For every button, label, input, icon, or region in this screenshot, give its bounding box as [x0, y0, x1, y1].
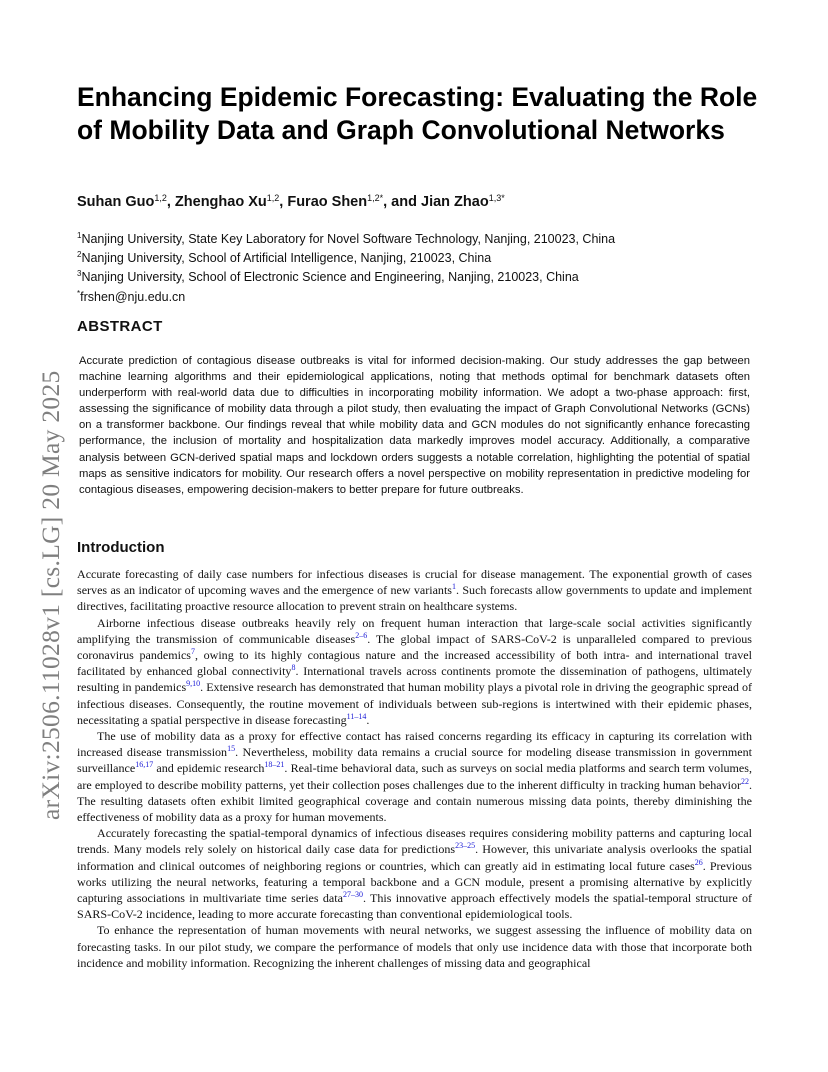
paper-title: Enhancing Epidemic Forecasting: Evaluating the Role of Mobility Data and Graph Convolutional Networks: [77, 82, 758, 145]
affiliation-text: Nanjing University, School of Artificial Intelligence, Nanjing, 210023, China: [81, 251, 492, 266]
citation-link[interactable]: 15: [227, 744, 236, 754]
paragraph-text: . Previous works utilizing the neural networks, featuring a temporal backbone and a GCN module, present a promising alternative by explicitly capturing associations in multivariate time series data: [77, 858, 752, 906]
intro-paragraph: [77, 615, 752, 728]
intro-paragraph: [77, 825, 752, 922]
affiliation-line: [77, 266, 777, 285]
affiliation-text: Nanjing University, State Key Laboratory for Novel Software Technology, Nanjing, 210023, China: [81, 232, 616, 246]
author-list: [77, 188, 777, 212]
paragraph-text: Accurately forecasting the spatial-temporal dynamics of infectious diseases requires considering mobility patterns and capturing local trends. Many models rely solely on historical daily case data for predictions: [77, 826, 752, 857]
paragraph-text: Accurate forecasting of daily case numbers for infectious diseases is crucial for disease management. The exponential growth of cases serves as an indicator of upcoming waves and the emergence of new variants: [77, 567, 752, 598]
author-separator: , and: [383, 194, 421, 210]
author-affiliation-mark: 1,2: [266, 193, 280, 203]
affiliation-mark: *: [77, 288, 81, 298]
introduction-body: [77, 566, 752, 971]
citation-link[interactable]: 9,10: [186, 679, 201, 689]
affiliation-mark: 1: [77, 231, 82, 240]
author-separator: ,: [279, 194, 288, 210]
author-separator: ,: [166, 194, 175, 210]
citation-link[interactable]: 2–6: [355, 630, 368, 640]
paragraph-text: To enhance the representation of human movements with neural networks, we suggest assessing the influence of mobility data on forecasting tasks. In our pilot study, we compare the performance of models that only use incidence data with those that incorporate both incidence and mobility information. Recognizing the inherent challenges of missing data and geographical: [77, 923, 752, 970]
paragraph-text: . The global impact of SARS-CoV-2 is unparalleled compared to previous coronavirus pandemics: [77, 631, 752, 663]
paragraph-text: . Such forecasts allow governments to update and implement directives, facilitating proactive resource allocation to prevent strain on healthcare systems.: [77, 583, 753, 614]
paragraph-text: . However, this univariate analysis overlooks the spatial information and clinical outcomes of neighboring regions or countries, which can greatly aid in estimating local future cases: [77, 842, 752, 873]
author-name: Zhenghao Xu: [174, 194, 267, 210]
paragraph-text: Airborne infectious disease outbreaks heavily rely on frequent human interaction that large-scale social activities significantly amplifying the transmission of communicable diseases: [77, 615, 752, 646]
affiliation-mark: 2: [77, 250, 82, 260]
citation-link[interactable]: 18–21: [264, 760, 285, 770]
abstract-text: Accurate prediction of contagious disease outbreaks is vital for informed decision-making. Our study addresses the gap between machine learning algorithms and their epidemiological applications, noting that methods optimal for benchmark datasets often underperform with real-world data due to difficulties in incorporating mobility information. We adopt a two-phase approach: first, assessing the significance of mobility data through a pilot study, then evaluating the impact of Graph Convolutional Networks (GCNs) on a transformer backbone. Our findings reveal that while mobility data and GCN modules do not significantly enhance forecasting performance, the inclusion of mortality and hospitalization data markedly improves model accuracy. Additionally, a comparative analysis between GCN-derived spatial maps and lockdown orders suggests a notable correlation, highlighting the potential of spatial maps as sensitive indicators for mobility. Our research offers a novel perspective on mobility representation in predictive modeling for contagious diseases, empowering decision-makers to better prepare for future outbreaks.: [79, 355, 750, 496]
intro-paragraph: [77, 922, 752, 971]
citation-link[interactable]: 23–25: [455, 841, 476, 851]
affiliation-line: [77, 247, 777, 266]
affiliation-line[interactable]: [77, 286, 777, 305]
paragraph-text: . Real-time behavioral data, such as surveys on social media platforms and search term volumes, are employed to describe mobility patterns, yet their collection poses challenges due to the inherent difficulty in tracking human behavior: [77, 761, 752, 792]
paragraph-text: , owing to its highly contagious nature and the increased accessibility of both intra- and international travel facilitated by enhanced global connectivity: [77, 648, 752, 679]
paragraph-text: . International travels across continents promote the dissemination of pathogens, ultimately resulting in pandemics: [77, 664, 752, 695]
citation-link[interactable]: 7: [191, 647, 195, 657]
paragraph-text: . This innovative approach effectively models the spatial-temporal structure of SARS-CoV-2 incidence, leading to more accurate forecasting than conventional epidemiological tools.: [77, 891, 753, 922]
paragraph-text: The use of mobility data as a proxy for effective contact has raised concerns regarding its efficacy in capturing its correlation with increased disease transmission: [77, 729, 752, 760]
citation-link[interactable]: 8: [291, 663, 296, 673]
citation-link[interactable]: 22: [740, 776, 749, 786]
intro-paragraph: [77, 728, 752, 825]
paragraph-text: and epidemic research: [153, 761, 265, 776]
affiliation-text: Nanjing University, School of Electronic Science and Engineering, Nanjing, 210023, China: [81, 270, 579, 285]
citation-link[interactable]: 1: [452, 582, 456, 592]
author-affiliation-mark: 1,3*: [488, 193, 505, 203]
paragraph-text: . The resulting datasets often exhibit limited geographical coverage and contain numerous missing data points, thereby diminishing the effectiveness of mobility data as a proxy for human movements.: [77, 777, 752, 825]
introduction-heading: Introduction: [77, 539, 165, 556]
author-name: Suhan Guo: [77, 194, 155, 210]
affiliation-mark: 3: [77, 269, 82, 279]
author-name: Jian Zhao: [421, 194, 489, 210]
paragraph-text: . Nevertheless, mobility data remains a crucial source for modeling disease transmission in government surveillance: [77, 745, 752, 776]
abstract-heading: ABSTRACT: [77, 318, 163, 335]
citation-link[interactable]: 27–30: [342, 890, 363, 900]
author-name: Furao Shen: [287, 194, 368, 210]
arxiv-identifier-stamp: arXiv:2506.11028v1 [cs.LG] 20 May 2025: [36, 370, 65, 820]
intro-paragraph: [77, 566, 752, 615]
paragraph-text: . Extensive research has demonstrated that human mobility plays a pivotal role in driving the geographic spread of infectious diseases. Consequently, the routine movement of individuals between sub-regions is intertwined with their epidemic phases, necessitating a spatial perspective in disease forecasting: [77, 680, 752, 727]
paragraph-text: .: [366, 712, 370, 727]
affiliation-line: [77, 228, 777, 247]
author-affiliation-mark: 1,2*: [367, 193, 384, 203]
corresponding-email[interactable]: frshen@nju.edu.cn: [80, 289, 186, 304]
citation-link[interactable]: 16,17: [135, 760, 154, 770]
author-affiliation-mark: 1,2: [154, 193, 167, 203]
citation-link[interactable]: 11–14: [346, 711, 367, 721]
citation-link[interactable]: 26: [694, 857, 703, 867]
affiliation-list: [77, 228, 777, 305]
